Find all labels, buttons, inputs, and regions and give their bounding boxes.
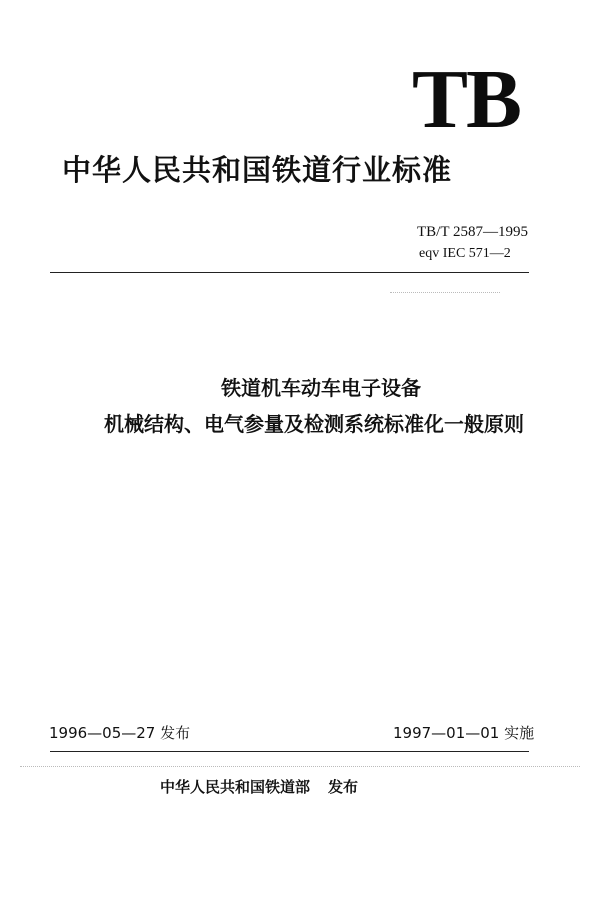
scan-artifact-line	[20, 766, 580, 767]
document-title	[0, 370, 600, 442]
tb-logo: TB	[412, 53, 521, 146]
title-line-1: 铁道机车动车电子设备	[221, 376, 421, 400]
publisher-name: 中华人民共和国铁道部	[160, 778, 311, 796]
scan-artifact-line	[390, 292, 500, 293]
standard-number: TB/T 2587—1995	[417, 224, 528, 240]
publisher-line	[160, 776, 358, 798]
title-line-2: 机械结构、电气参量及检测系统标准化一般原则	[104, 412, 524, 436]
top-divider	[50, 272, 529, 273]
standard-number-block	[417, 222, 528, 264]
equivalent-standard: eqv IEC 571—2	[419, 246, 511, 261]
bottom-divider	[50, 751, 529, 752]
publish-action: 发布	[328, 778, 359, 796]
industry-standard-heading: 中华人民共和国铁道行业标准	[62, 153, 453, 187]
effective-date: 1997—01—01 实施	[393, 724, 535, 742]
issue-date: 1996—05—27 发布	[49, 724, 191, 742]
